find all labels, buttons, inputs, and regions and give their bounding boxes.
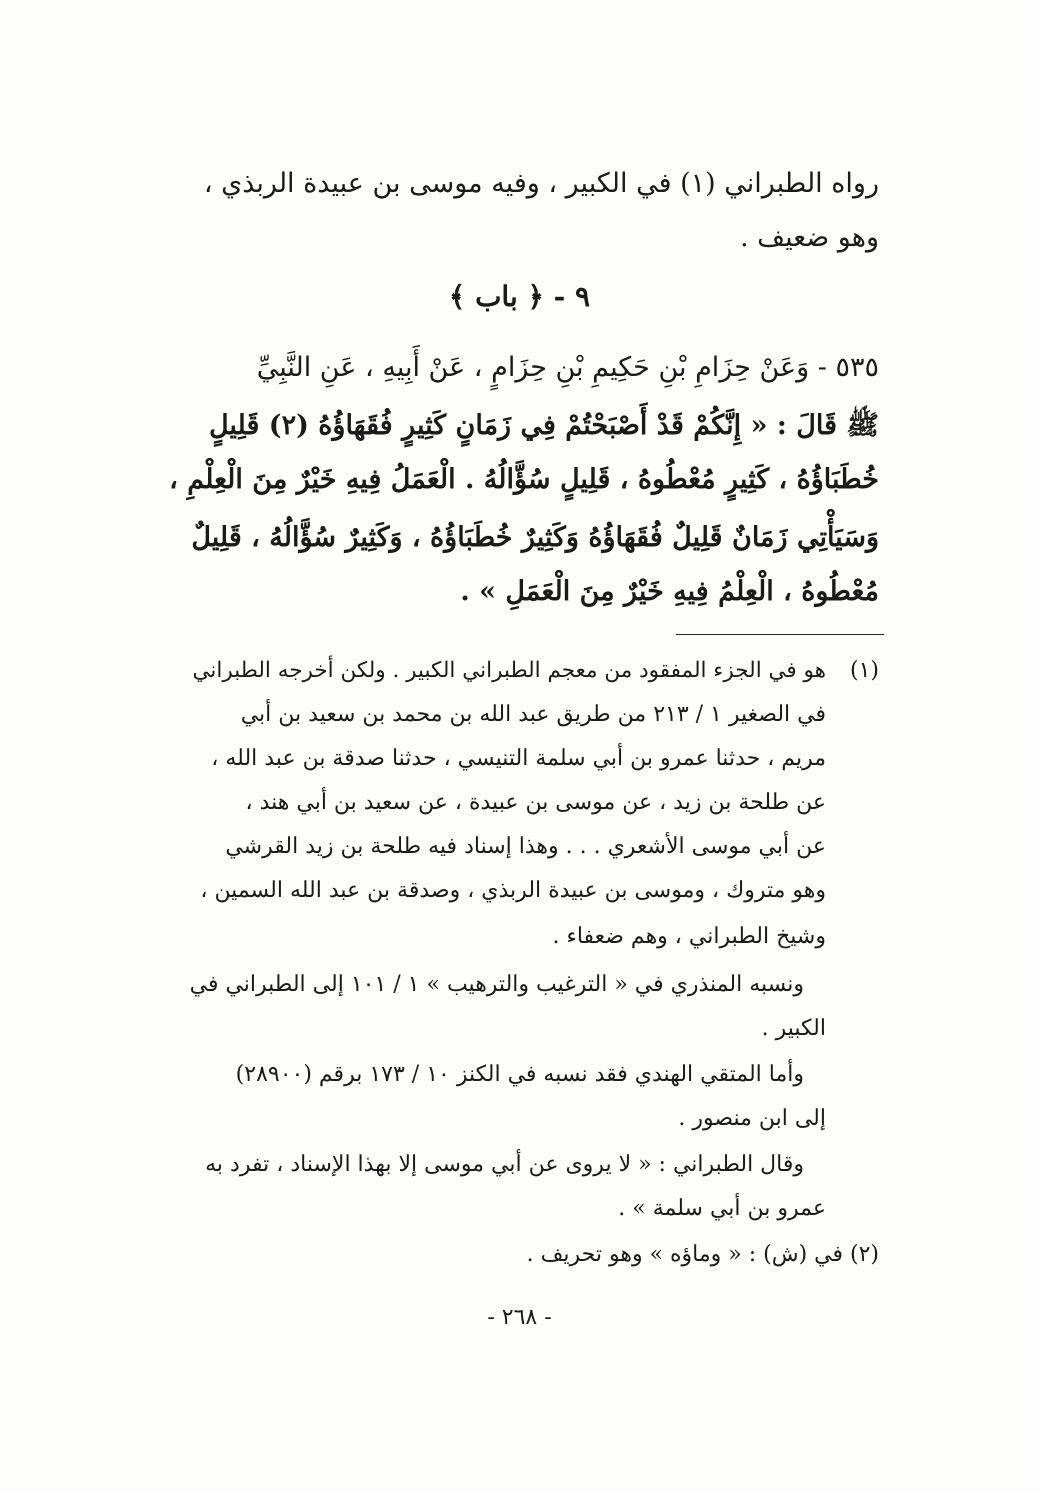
footnote-para-2-line-2: الكبير .: [761, 1016, 826, 1041]
hadith-line-5: مُعْطُوهُ ، الْعِلْمُ فِيهِ خَيْرٌ مِنَ الْعَمَلِ » .: [460, 576, 879, 607]
page-number: - ٢٦٨ -: [487, 1305, 552, 1330]
hadith-line-1: ٥٣٥ - وَعَنْ حِزَامِ بْنِ حَكِيمِ بْنِ حِزَامٍ ، عَنْ أَبِيهِ ، عَنِ النَّبِيِّ: [256, 352, 879, 383]
footnote-1-line-6: وهو متروك ، وموسى بن عبيدة الربذي ، وصدقة بن عبد الله السمين ،: [200, 878, 826, 903]
intro-line-2: وهو ضعيف .: [739, 222, 879, 253]
footnote-1-line-5: عن أبي موسى الأشعري . . . وهذا إسناد فيه طلحة بن زيد القرشي: [225, 834, 826, 859]
chapter-heading: ٩ - ﴿ باب ﴾: [448, 280, 591, 313]
hadith-line-4: وَسَيَأْتِي زَمَانٌ قَلِيلٌ فُقَهَاؤُهُ وَكَثِيرٌ خُطَبَاؤُهُ ، وَكَثِيرٌ سُؤَّالُهُ ، قَلِيلٌ: [191, 522, 879, 553]
footnote-para-3-line-2: إلى ابن منصور .: [678, 1106, 826, 1131]
hadith-line-2: ﷺ قَالَ : « إِنَّكُمْ قَدْ أَصْبَحْتُمْ فِي زَمَانٍ كَثِيرٍ فُقَهَاؤُهُ (٢) قَلِيلٍ: [208, 410, 879, 441]
footnote-para-4-line-1: وقال الطبراني : « لا يروى عن أبي موسى إلا بهذا الإسناد ، تفرد به: [205, 1152, 804, 1177]
footnote-1-line-1: هو في الجزء المفقود من معجم الطبراني الكبير . ولكن أخرجه الطبراني: [192, 658, 826, 683]
footnote-1-marker: (١): [849, 658, 879, 683]
footnote-2: (٢) في (ش) : « وماؤه » وهو تحريف .: [526, 1242, 879, 1267]
footnote-1-line-7: وشيخ الطبراني ، وهم ضعفاء .: [552, 924, 826, 949]
footnote-separator: [676, 634, 884, 635]
footnote-para-4-line-2: عمرو بن أبي سلمة » .: [618, 1196, 826, 1221]
hadith-line-3: خُطَبَاؤُهُ ، كَثِيرٍ مُعْطُوهُ ، قَلِيلٍ سُؤَّالُهُ . الْعَمَلُ فِيهِ خَيْرٌ مِنَ الْعِلْمِ ،: [169, 464, 879, 495]
footnote-1-line-2: في الصغير ١ / ٢١٣ من طريق عبد الله بن محمد بن سعيد بن أبي: [240, 702, 826, 727]
footnote-para-2-line-1: ونسبه المنذري في « الترغيب والترهيب » ١ / ١٠١ إلى الطبراني في: [189, 972, 804, 997]
footnote-para-3-line-1: وأما المتقي الهندي فقد نسبه في الكنز ١٠ / ١٧٣ برقم (٢٨٩٠٠): [235, 1062, 804, 1087]
intro-line-1: رواه الطبراني (١) في الكبير ، وفيه موسى بن عبيدة الربذي ،: [203, 168, 879, 199]
footnote-1-line-4: عن طلحة بن زيد ، عن موسى بن عبيدة ، عن سعيد بن أبي هند ،: [245, 790, 826, 815]
footnote-1-line-3: مريم ، حدثنا عمرو بن أبي سلمة التنيسي ، حدثنا صدقة بن عبد الله ،: [211, 746, 826, 771]
